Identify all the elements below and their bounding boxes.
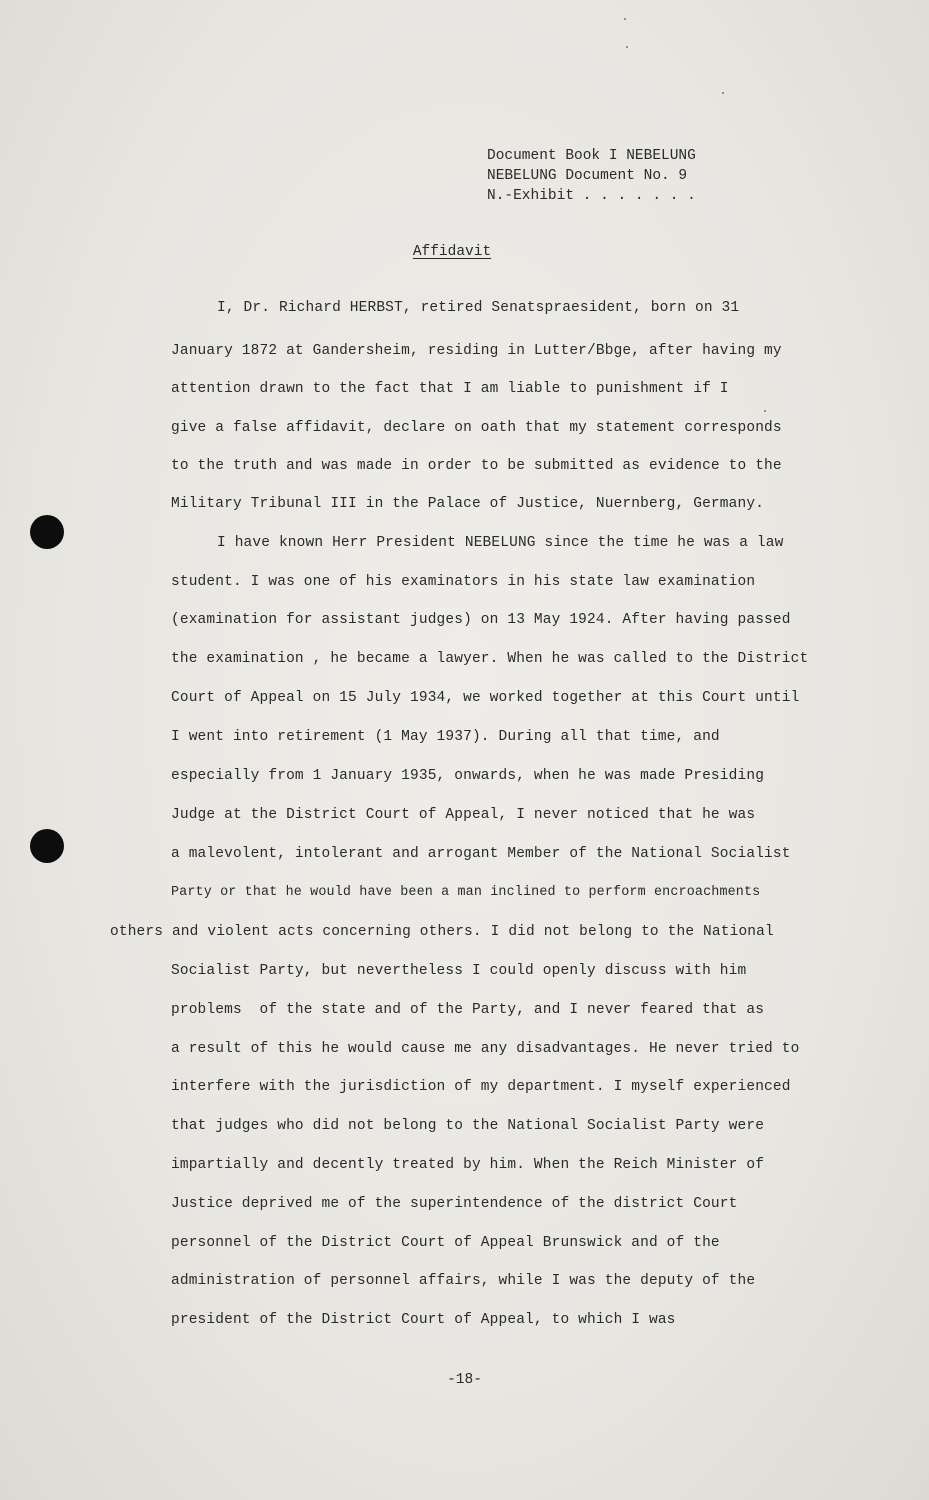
paper-speck bbox=[722, 92, 724, 94]
punch-hole-top bbox=[30, 515, 64, 549]
body-line: I went into retirement (1 May 1937). During all that time, and bbox=[171, 729, 720, 745]
body-line: others and violent acts concerning others. I did not belong to the National bbox=[110, 924, 774, 940]
header-line: N.-Exhibit . . . . . . . bbox=[487, 188, 696, 204]
body-line: personnel of the District Court of Appeal Brunswick and of the bbox=[171, 1235, 720, 1251]
punch-hole-bottom bbox=[30, 829, 64, 863]
page-number: -18- bbox=[447, 1372, 482, 1388]
body-line: Military Tribunal III in the Palace of Justice, Nuernberg, Germany. bbox=[171, 496, 765, 512]
body-line: Justice deprived me of the superintendence of the district Court bbox=[171, 1196, 738, 1212]
body-line: (examination for assistant judges) on 13 May 1924. After having passed bbox=[171, 612, 791, 628]
body-line: Party or that he would have been a man inclined to perform encroachments bbox=[171, 885, 761, 900]
paper-speck bbox=[624, 18, 626, 20]
body-line: especially from 1 January 1935, onwards, when he was made Presiding bbox=[171, 768, 765, 784]
body-line: impartially and decently treated by him. When the Reich Minister of bbox=[171, 1157, 765, 1173]
body-line: I have known Herr President NEBELUNG since the time he was a law bbox=[217, 535, 784, 551]
body-line: a result of this he would cause me any disadvantages. He never tried to bbox=[171, 1041, 800, 1057]
paper-speck bbox=[764, 410, 766, 412]
body-line: I, Dr. Richard HERBST, retired Senatspraesident, born on 31 bbox=[217, 300, 740, 316]
body-line: Court of Appeal on 15 July 1934, we worked together at this Court until bbox=[171, 690, 800, 706]
body-line: Socialist Party, but nevertheless I could openly discuss with him bbox=[171, 963, 747, 979]
body-line: administration of personnel affairs, while I was the deputy of the bbox=[171, 1273, 756, 1289]
paper-speck bbox=[626, 46, 628, 48]
body-line: attention drawn to the fact that I am liable to punishment if I bbox=[171, 381, 729, 397]
body-line: problems of the state and of the Party, and I never feared that as bbox=[171, 1002, 765, 1018]
body-line: give a false affidavit, declare on oath that my statement corresponds bbox=[171, 420, 782, 436]
body-line: Judge at the District Court of Appeal, I never noticed that he was bbox=[171, 807, 756, 823]
body-line: student. I was one of his examinators in his state law examination bbox=[171, 574, 756, 590]
body-line: to the truth and was made in order to be submitted as evidence to the bbox=[171, 458, 782, 474]
document-title: Affidavit bbox=[412, 244, 492, 260]
body-line: president of the District Court of Appeal, to which I was bbox=[171, 1312, 676, 1328]
body-line: a malevolent, intolerant and arrogant Member of the National Socialist bbox=[171, 846, 791, 862]
body-line: interfere with the jurisdiction of my department. I myself experienced bbox=[171, 1079, 791, 1095]
body-line: that judges who did not belong to the National Socialist Party were bbox=[171, 1118, 765, 1134]
header-line: Document Book I NEBELUNG bbox=[487, 148, 696, 164]
body-line: January 1872 at Gandersheim, residing in Lutter/Bbge, after having my bbox=[171, 343, 782, 359]
document-reference-header bbox=[487, 146, 696, 206]
body-line: the examination , he became a lawyer. When he was called to the District bbox=[171, 651, 809, 667]
header-line: NEBELUNG Document No. 9 bbox=[487, 168, 688, 184]
